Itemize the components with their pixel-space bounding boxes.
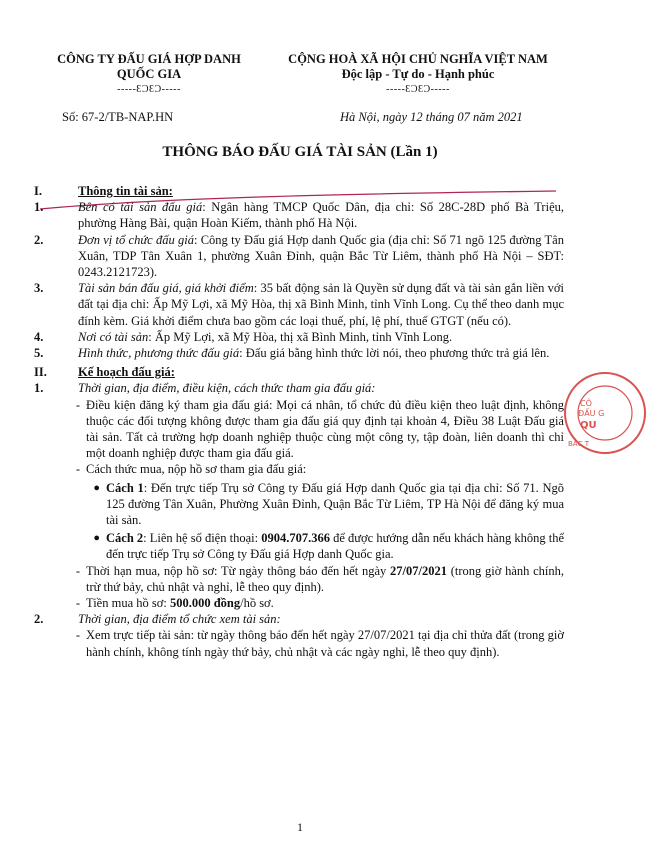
item-label: Hình thức, phương thức đấu giá (78, 346, 240, 361)
bullet-marker: ● (93, 532, 100, 545)
seal-graphic (560, 368, 650, 458)
item-content: : Ngân hàng TMCP Quốc Dân, địa chỉ: Số 28C-28D phố Bà Triệu, phường Hàng Bài, quận Hoàn Kiếm, thành phố Hà Nội. (78, 200, 564, 231)
dash-text (86, 595, 564, 611)
list-item (34, 611, 564, 627)
item-label: Đơn vị tổ chức đấu giá (78, 232, 194, 247)
item-label: Thời gian, địa điểm, điều kiện, cách thức tham gia đấu giá: (78, 381, 376, 396)
item-number: 4. (34, 329, 44, 344)
item-content: : Đấu giá bằng hình thức lời nói, theo phương thức trả giá lên. (239, 346, 550, 361)
organization-header (44, 52, 254, 96)
page-number: 1 (297, 820, 303, 834)
svg-text:CÔ: CÔ (580, 399, 592, 408)
list-item (34, 232, 564, 281)
fee-prefix: Tiền mua hồ sơ: (86, 596, 170, 611)
national-motto: Độc lập - Tự do - Hạnh phúc (341, 67, 495, 81)
bullet-marker: ● (93, 481, 100, 494)
ornament-left: -----ƐƆƐƆ----- (117, 84, 181, 95)
section-number: II. (34, 365, 47, 380)
page-title: THÔNG BÁO ĐẤU GIÁ TÀI SẢN (Lần 1) (162, 144, 438, 160)
phone-number: 0904.707.366 (261, 531, 330, 546)
method-label: Cách 1 (106, 480, 144, 495)
item-number: 2. (34, 612, 44, 627)
org-name-line2: QUỐC GIA (116, 67, 182, 81)
bullet-text (106, 480, 564, 529)
section-2-heading (34, 364, 564, 380)
dash-text: Điều kiện đăng ký tham gia đấu giá: Mọi cá nhân, tổ chức đủ điều kiện theo luật định, không thuộc các đối tượng không được tham gia đấu giá quy định tại khoản 4, Điều 38 Luật Đấu giá tài sản. Tất cả trường hợp doanh nghiệp thuộc cùng một công ty, tập đoàn, liên doanh thì chỉ một doanh nghiệp được tham gia đấu giá. (86, 397, 564, 461)
dash-item (34, 397, 564, 462)
section-1-heading (34, 183, 564, 199)
document-number: Số: 67-2/TB-NAP.HN (62, 110, 174, 124)
item-content: : 35 bất động sản là Quyền sử dụng đất và tài sản gắn liền với đất tại địa chỉ: Ấp Mỹ Lợi, xã Mỹ Hòa, thị xã Bình Minh, tỉnh Vĩnh Long. Cụ thể theo danh mục đính kèm. Giá khởi điểm chưa bao gồm các loại thuế, phí, lệ phí, thuế GTGT (nếu có). (78, 281, 564, 328)
item-number: 3. (34, 281, 44, 296)
item-text (78, 329, 564, 345)
list-item (34, 280, 564, 329)
item-label: Nơi có tài sản (78, 329, 149, 344)
date-place: Hà Nội, ngày 12 tháng 07 năm 2021 (340, 110, 523, 124)
item-number: 2. (34, 232, 44, 247)
method-content: : Liên hệ số điện thoại: (143, 531, 262, 546)
document-body (34, 180, 564, 660)
method-content-tail: để được hướng dẫn nếu khách hàng không thể đến trực tiếp Trụ sở Công ty Đấu giá Hợp danh Quốc gia. (106, 531, 564, 562)
item-text (78, 280, 564, 329)
bullet-text (106, 530, 564, 562)
dash-item (34, 595, 564, 611)
item-text (78, 345, 564, 361)
ornament-right: -----ƐƆƐƆ----- (386, 84, 450, 95)
item-label: Tài sản bán đấu giá, giá khởi điểm (78, 281, 254, 296)
item-label: Thời gian, địa điểm tổ chức xem tài sản: (78, 612, 281, 627)
item-text (78, 199, 564, 231)
fee-suffix: /hồ sơ. (240, 596, 274, 611)
country-name: CỘNG HOÀ XÃ HỘI CHỦ NGHĨA VIỆT NAM (288, 52, 548, 66)
dash-marker: - (75, 397, 80, 412)
method-content: : Đến trực tiếp Trụ sở Công ty Đấu giá Hợp danh Quốc gia tại địa chỉ: Số 71. Ngõ 125 đường Tân Xuân, Phường Xuân Đỉnh, Quận Bắc Từ Liêm, TP Hà Nội để đăng ký mua tài sản. (106, 480, 564, 528)
dash-text: Xem trực tiếp tài sản: từ ngày thông báo đến hết ngày 27/07/2021 tại địa chỉ thửa đất (trong giờ hành chính, không tính ngày thứ bảy, chủ nhật và các ngày nghỉ, lễ theo quy định). (86, 628, 564, 659)
item-label: Bên có tài sản đấu giá (78, 200, 203, 215)
dash-item (34, 461, 564, 477)
bullet-item (34, 530, 564, 562)
deadline-suffix: (trong giờ hành chính, trừ thứ bảy, chủ nhật và nghỉ, lễ theo quy định). (86, 563, 564, 594)
dash-marker: - (75, 462, 80, 477)
company-seal (560, 368, 650, 458)
item-content: : Ấp Mỹ Lợi, xã Mỹ Hòa, thị xã Bình Minh, tỉnh Vĩnh Long. (148, 329, 453, 344)
svg-text:QU: QU (580, 420, 597, 431)
bullet-item (34, 480, 564, 529)
dash-text (86, 563, 564, 595)
item-number: 1. (34, 200, 44, 215)
national-header (268, 52, 568, 96)
svg-text:ĐẤU G: ĐẤU G (578, 409, 605, 418)
item-number: 5. (34, 346, 44, 361)
org-name-line1: CÔNG TY ĐẤU GIÁ HỢP DANH (57, 52, 241, 66)
section-number: I. (34, 184, 42, 198)
item-number: 1. (34, 381, 44, 396)
dash-item (34, 627, 564, 659)
section-title: Kế hoạch đấu giá: (78, 365, 175, 380)
list-item (34, 345, 564, 361)
dash-text: Cách thức mua, nộp hồ sơ tham gia đấu giá: (86, 462, 307, 477)
section-title: Thông tin tài sản: (78, 184, 173, 198)
list-item (34, 199, 564, 231)
item-content: : Công ty Đấu giá Hợp danh Quốc gia (địa chỉ: Số 71 ngõ 125 đường Tân Xuân, TDP Tân Xuân 1, phường Xuân Đỉnh, quận Bắc Từ Liêm, thành phố Hà Nội – SĐT: 0243.2121723). (78, 232, 564, 280)
item-text (78, 232, 564, 281)
deadline-prefix: Thời hạn mua, nộp hồ sơ: Từ ngày thông báo đến hết ngày (86, 563, 391, 578)
method-label: Cách 2 (106, 531, 144, 546)
dash-marker: - (75, 596, 80, 611)
dash-item (34, 563, 564, 595)
list-item (34, 329, 564, 345)
deadline-date: 27/07/2021 (390, 563, 447, 578)
svg-text:BẮC T: BẮC T (568, 440, 589, 448)
dash-marker: - (75, 628, 80, 643)
fee-amount: 500.000 đồng (169, 596, 241, 611)
list-item (34, 380, 564, 396)
dash-marker: - (75, 563, 80, 578)
